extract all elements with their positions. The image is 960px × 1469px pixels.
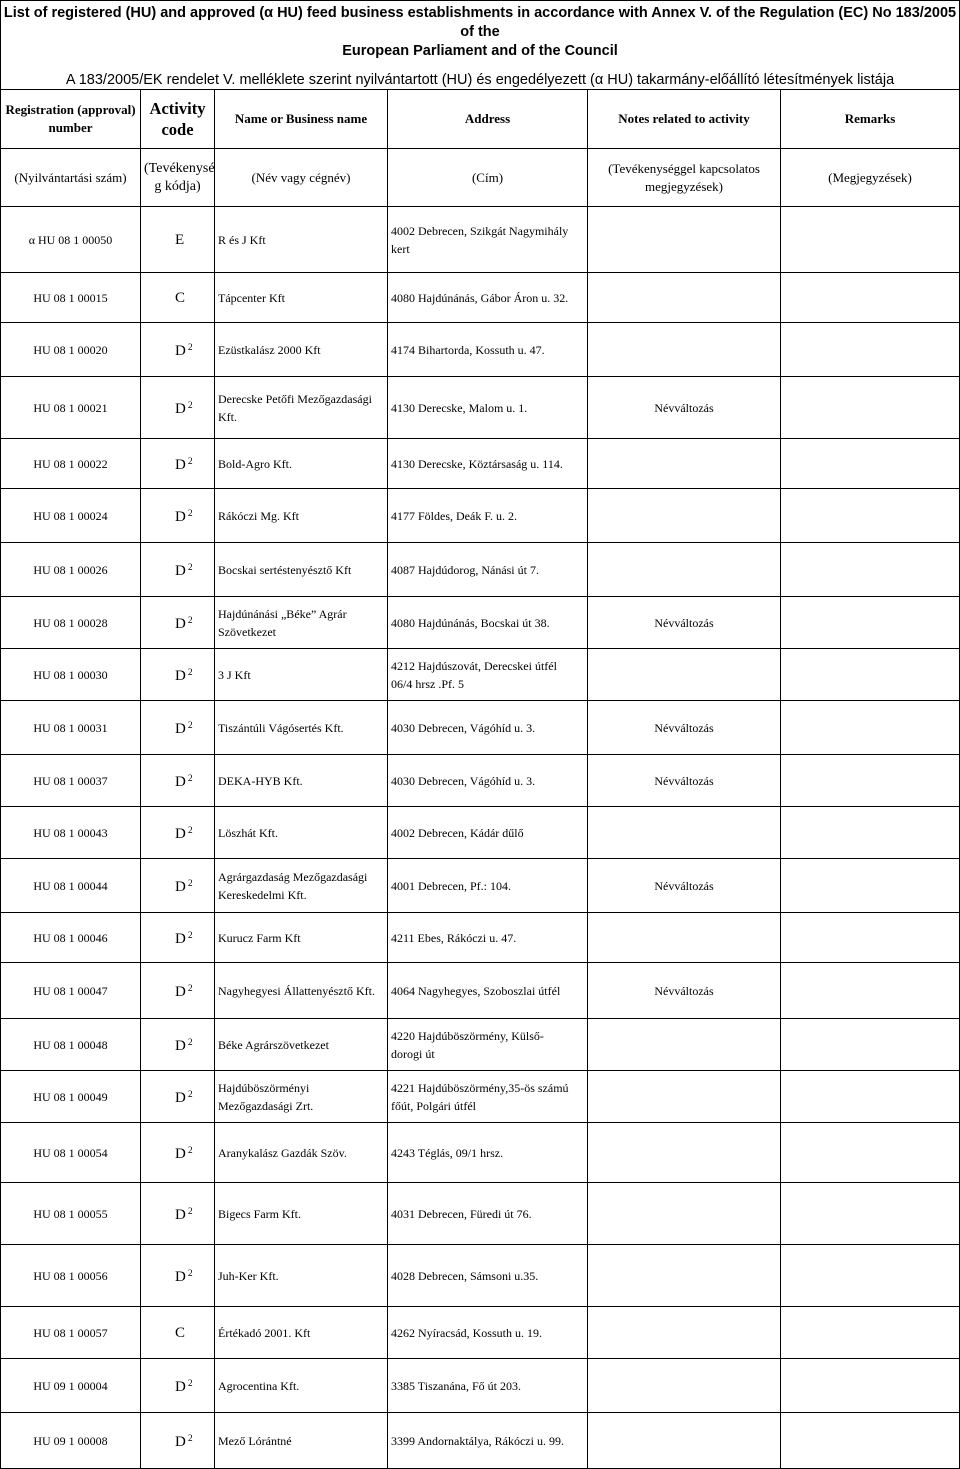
address — [388, 1413, 588, 1469]
business-name — [215, 377, 388, 439]
registration-number: HU 08 1 00031 — [1, 701, 141, 755]
registration-number: HU 08 1 00024 — [1, 489, 141, 543]
remarks — [781, 1413, 960, 1469]
table-row — [1, 1183, 960, 1245]
registration-number: HU 08 1 00056 — [1, 1245, 141, 1307]
activity-code-number: 2 — [187, 1146, 193, 1156]
business-name — [215, 543, 388, 597]
activity-code-letter: D — [175, 984, 186, 1000]
activity-notes: Névváltozás — [588, 755, 781, 807]
table-row — [1, 701, 960, 755]
activity-notes: Névváltozás — [588, 701, 781, 755]
activity-code-letter: D — [175, 774, 186, 790]
registration-number: HU 08 1 00028 — [1, 597, 141, 649]
business-name-line: Bocskai sertéstenyésztő Kft — [218, 562, 352, 577]
business-name — [215, 439, 388, 489]
table-row — [1, 207, 960, 273]
address-line: 4212 Hajdúszovát, Derecskei útfél — [391, 658, 557, 673]
business-name-line: Tiszántúli Vágósertés Kft. — [218, 720, 344, 735]
header-name-hu: (Név vagy cégnév) — [215, 149, 388, 207]
business-name-line: Ezüstkalász 2000 Kft — [218, 342, 321, 357]
registration-number: HU 08 1 00022 — [1, 439, 141, 489]
address — [388, 859, 588, 913]
business-name-line: Mező Lórántné — [218, 1433, 292, 1448]
address — [388, 807, 588, 859]
document-subtitle: A 183/2005/EK rendelet V. melléklete szerint nyilvántartott (HU) és engedélyezett (α HU) takarmány-előállító létesítmények listája — [65, 72, 895, 88]
table-row — [1, 1307, 960, 1359]
activity-code-letter: D — [175, 668, 186, 684]
remarks — [781, 543, 960, 597]
activity-code-number: 2 — [187, 1379, 193, 1389]
table-row — [1, 377, 960, 439]
address-line: 4174 Bihartorda, Kossuth u. 47. — [391, 342, 545, 357]
address-line: 4243 Téglás, 09/1 hrsz. — [391, 1145, 504, 1160]
registration-number: HU 09 1 00008 — [1, 1413, 141, 1469]
activity-notes — [588, 207, 781, 273]
header-address-hu: (Cím) — [388, 149, 588, 207]
address — [388, 1183, 588, 1245]
address-line: 4028 Debrecen, Sámsoni u.35. — [391, 1268, 539, 1283]
registration-number: HU 08 1 00047 — [1, 963, 141, 1019]
business-name — [215, 1123, 388, 1183]
business-name — [215, 755, 388, 807]
business-name-line: Hajdúböszörményi — [218, 1080, 310, 1095]
header-row-hungarian — [1, 149, 960, 207]
remarks — [781, 755, 960, 807]
business-name-line: Mezőgazdasági Zrt. — [218, 1098, 314, 1113]
header-notes: Notes related to activity — [588, 90, 781, 149]
table-row — [1, 323, 960, 377]
activity-code — [141, 273, 215, 323]
activity-notes — [588, 543, 781, 597]
address-line: 4130 Derecske, Malom u. 1. — [391, 400, 528, 415]
table-row — [1, 1359, 960, 1413]
address — [388, 207, 588, 273]
registration-number: HU 08 1 00037 — [1, 755, 141, 807]
activity-code-number: 2 — [187, 826, 193, 836]
business-name-line: Értékadó 2001. Kft — [218, 1325, 311, 1340]
activity-code-letter: D — [175, 616, 186, 632]
registration-number: HU 08 1 00015 — [1, 273, 141, 323]
business-name — [215, 207, 388, 273]
table-row — [1, 913, 960, 963]
activity-code — [141, 649, 215, 701]
remarks — [781, 273, 960, 323]
activity-code-letter: D — [175, 1146, 186, 1162]
registration-number: HU 08 1 00057 — [1, 1307, 141, 1359]
business-name-line: Agrárgazdaság Mezőgazdasági — [218, 869, 368, 884]
document-title — [1, 1, 959, 61]
activity-notes — [588, 1245, 781, 1307]
business-name — [215, 1307, 388, 1359]
activity-code-number: 2 — [187, 343, 193, 353]
remarks — [781, 807, 960, 859]
business-name-line: Kft. — [218, 409, 237, 424]
activity-notes — [588, 649, 781, 701]
business-name — [215, 1183, 388, 1245]
activity-code — [141, 1359, 215, 1413]
title-line-1: List of registered (HU) and approved (α HU) feed business establishments in accordance with Annex V. of the Regulation (EC) No 183/2005 of the — [3, 5, 957, 40]
activity-code-number: 2 — [187, 401, 193, 411]
activity-notes — [588, 1307, 781, 1359]
address-line: 3385 Tiszanána, Fő út 203. — [391, 1378, 522, 1393]
address-line: 4031 Debrecen, Füredi út 76. — [391, 1206, 532, 1221]
registration-number: HU 08 1 00026 — [1, 543, 141, 597]
activity-code — [141, 543, 215, 597]
business-name-line: Rákóczi Mg. Kft — [218, 508, 299, 523]
business-name-line: DEKA-HYB Kft. — [218, 773, 303, 788]
title-line-2: European Parliament and of the Council — [342, 43, 618, 59]
address-line: főút, Polgári útfél — [391, 1098, 476, 1113]
remarks — [781, 963, 960, 1019]
registration-number: HU 08 1 00020 — [1, 323, 141, 377]
activity-notes — [588, 1123, 781, 1183]
address — [388, 701, 588, 755]
business-name-line: Hajdúnánási „Béke” Agrár — [218, 606, 347, 621]
remarks — [781, 1019, 960, 1071]
address-line: 4030 Debrecen, Vágóhíd u. 3. — [391, 720, 536, 735]
activity-notes: Névváltozás — [588, 859, 781, 913]
business-name-line: Agrocentina Kft. — [218, 1378, 300, 1393]
table-row — [1, 1123, 960, 1183]
activity-code-letter: D — [175, 826, 186, 842]
activity-code — [141, 323, 215, 377]
registration-number: HU 08 1 00048 — [1, 1019, 141, 1071]
header-notes-hu: (Tevékenységgel kapcsolatos megjegyzések) — [588, 149, 781, 207]
address — [388, 649, 588, 701]
activity-code — [141, 963, 215, 1019]
activity-code-letter: D — [175, 1379, 186, 1395]
activity-code — [141, 207, 215, 273]
activity-notes — [588, 1183, 781, 1245]
activity-code-letter: D — [175, 931, 186, 947]
activity-code-letter: D — [175, 457, 186, 473]
activity-code-number: 2 — [187, 563, 193, 573]
activity-code — [141, 807, 215, 859]
business-name — [215, 1019, 388, 1071]
business-name — [215, 489, 388, 543]
activity-code — [141, 1019, 215, 1071]
activity-notes — [588, 439, 781, 489]
activity-notes — [588, 1413, 781, 1469]
address — [388, 755, 588, 807]
activity-notes — [588, 323, 781, 377]
header-name: Name or Business name — [215, 90, 388, 149]
activity-code-letter: D — [175, 509, 186, 525]
business-name — [215, 1071, 388, 1123]
remarks — [781, 701, 960, 755]
activity-code — [141, 1413, 215, 1469]
table-row — [1, 807, 960, 859]
header-address: Address — [388, 90, 588, 149]
address — [388, 1245, 588, 1307]
business-name-line: Bold-Agro Kft. — [218, 456, 292, 471]
activity-code-number: 2 — [187, 616, 193, 626]
remarks — [781, 1123, 960, 1183]
business-name-line: Szövetkezet — [218, 624, 276, 639]
activity-notes: Névváltozás — [588, 597, 781, 649]
activity-code-letter: D — [175, 1090, 186, 1106]
business-name-line: Bigecs Farm Kft. — [218, 1206, 301, 1221]
business-name-line: Nagyhegyesi Állattenyésztő Kft. — [218, 983, 375, 998]
activity-code — [141, 1183, 215, 1245]
header-registration-number: Registration (approval) number — [1, 90, 141, 149]
table-row — [1, 1071, 960, 1123]
activity-code-letter: D — [175, 879, 186, 895]
table-row — [1, 859, 960, 913]
address-line: 4080 Hajdúnánás, Gábor Áron u. 32. — [391, 290, 569, 305]
address — [388, 323, 588, 377]
business-name-line: 3 J Kft — [218, 667, 251, 682]
activity-code-letter: D — [175, 563, 186, 579]
remarks — [781, 489, 960, 543]
registration-number: HU 08 1 00054 — [1, 1123, 141, 1183]
address-line: 4262 Nyíracsád, Kossuth u. 19. — [391, 1325, 542, 1340]
table-row — [1, 1245, 960, 1307]
table-row — [1, 1019, 960, 1071]
table-row — [1, 1413, 960, 1469]
address-line: 4220 Hajdúböszörmény, Külső- — [391, 1028, 544, 1043]
business-name-line: Aranykalász Gazdák Szöv. — [218, 1145, 347, 1160]
business-name — [215, 1245, 388, 1307]
remarks — [781, 439, 960, 489]
table-row — [1, 597, 960, 649]
address — [388, 543, 588, 597]
activity-code — [141, 755, 215, 807]
address — [388, 1071, 588, 1123]
activity-code — [141, 1071, 215, 1123]
business-name — [215, 859, 388, 913]
address-line: 4080 Hajdúnánás, Bocskai út 38. — [391, 615, 550, 630]
business-name — [215, 273, 388, 323]
address — [388, 1307, 588, 1359]
address — [388, 273, 588, 323]
remarks — [781, 1071, 960, 1123]
header-activity-code: Activity code — [141, 90, 215, 149]
address — [388, 963, 588, 1019]
registration-number: HU 08 1 00055 — [1, 1183, 141, 1245]
business-name-line: Löszhát Kft. — [218, 825, 278, 840]
activity-notes — [588, 1019, 781, 1071]
registration-number: HU 08 1 00044 — [1, 859, 141, 913]
activity-code-number: 2 — [187, 1207, 193, 1217]
activity-code — [141, 439, 215, 489]
address-line: 4221 Hajdúböszörmény,35-ös számú — [391, 1080, 569, 1095]
activity-notes — [588, 489, 781, 543]
registration-number: α HU 08 1 00050 — [1, 207, 141, 273]
address — [388, 1019, 588, 1071]
activity-code-letter: D — [175, 343, 186, 359]
remarks — [781, 859, 960, 913]
address — [388, 439, 588, 489]
activity-code-letter: D — [175, 1038, 186, 1054]
activity-code-number: 2 — [187, 1090, 193, 1100]
address-line: 3399 Andornaktálya, Rákóczi u. 99. — [391, 1433, 564, 1448]
remarks — [781, 1183, 960, 1245]
business-name-line: Kurucz Farm Kft — [218, 930, 301, 945]
activity-notes — [588, 913, 781, 963]
address-line: 4001 Debrecen, Pf.: 104. — [391, 878, 511, 893]
address-line: 4130 Derecske, Köztársaság u. 114. — [391, 456, 563, 471]
activity-code-number: 2 — [187, 1038, 193, 1048]
business-name-line: Kereskedelmi Kft. — [218, 887, 307, 902]
address — [388, 489, 588, 543]
address-line: 4177 Földes, Deák F. u. 2. — [391, 508, 518, 523]
activity-notes — [588, 1071, 781, 1123]
activity-code-number: 2 — [187, 457, 193, 467]
activity-code-letter: D — [175, 401, 186, 417]
activity-notes — [588, 1359, 781, 1413]
activity-code-letter: C — [175, 1324, 186, 1341]
table-row — [1, 963, 960, 1019]
activity-notes: Névváltozás — [588, 963, 781, 1019]
registration-number: HU 08 1 00021 — [1, 377, 141, 439]
registration-number: HU 08 1 00043 — [1, 807, 141, 859]
table-row — [1, 489, 960, 543]
business-name-line: Tápcenter Kft — [218, 290, 285, 305]
activity-code-number: 2 — [187, 1434, 193, 1444]
activity-code — [141, 1245, 215, 1307]
header-registration-number-hu: (Nyilvántartási szám) — [1, 149, 141, 207]
remarks — [781, 323, 960, 377]
activity-code-letter: D — [175, 721, 186, 737]
activity-code-number: 2 — [187, 509, 193, 519]
activity-code-letter: C — [175, 289, 186, 306]
business-name-line: Béke Agrárszövetkezet — [218, 1037, 329, 1052]
activity-code-letter: E — [175, 231, 185, 248]
address-line: dorogi út — [391, 1046, 435, 1061]
activity-code-number: 2 — [187, 1269, 193, 1279]
activity-notes — [588, 273, 781, 323]
table-row — [1, 273, 960, 323]
business-name-line: Juh-Ker Kft. — [218, 1268, 279, 1283]
address — [388, 377, 588, 439]
table-row — [1, 755, 960, 807]
activity-code-number: 2 — [187, 668, 193, 678]
activity-code — [141, 377, 215, 439]
document-title-cell — [1, 1, 960, 90]
header-remarks: Remarks — [781, 90, 960, 149]
header-row-english — [1, 90, 960, 149]
business-name-line: R és J Kft — [218, 232, 266, 247]
address — [388, 1359, 588, 1413]
address — [388, 1123, 588, 1183]
table-row — [1, 649, 960, 701]
address-line: 4030 Debrecen, Vágóhíd u. 3. — [391, 773, 536, 788]
business-name — [215, 807, 388, 859]
activity-code — [141, 489, 215, 543]
address-line: 4002 Debrecen, Szikgát Nagymihály — [391, 223, 569, 238]
activity-code-letter: D — [175, 1269, 186, 1285]
activity-code — [141, 1123, 215, 1183]
header-activity-code-hu: (Tevékenysé g kódja) — [141, 149, 215, 207]
activity-code-number: 2 — [187, 774, 193, 784]
activity-code — [141, 913, 215, 963]
registration-number: HU 09 1 00004 — [1, 1359, 141, 1413]
activity-code — [141, 859, 215, 913]
table-row — [1, 543, 960, 597]
remarks — [781, 913, 960, 963]
remarks — [781, 649, 960, 701]
business-name — [215, 963, 388, 1019]
activity-notes — [588, 807, 781, 859]
activity-code-letter: D — [175, 1207, 186, 1223]
activity-code-number: 2 — [187, 931, 193, 941]
business-name — [215, 597, 388, 649]
remarks — [781, 597, 960, 649]
remarks — [781, 1359, 960, 1413]
address-line: 4002 Debrecen, Kádár dűlő — [391, 825, 524, 840]
address-line: 4064 Nagyhegyes, Szoboszlai útfél — [391, 983, 561, 998]
business-name — [215, 649, 388, 701]
activity-code-letter: D — [175, 1434, 186, 1450]
registration-number: HU 08 1 00030 — [1, 649, 141, 701]
activity-code — [141, 1307, 215, 1359]
address-line: 06/4 hrsz .Pf. 5 — [391, 676, 464, 691]
activity-code-number: 2 — [187, 984, 193, 994]
activity-code — [141, 597, 215, 649]
business-name-line: Derecske Petőfi Mezőgazdasági — [218, 391, 372, 406]
remarks — [781, 377, 960, 439]
address-line: kert — [391, 241, 410, 256]
address-line: 4087 Hajdúdorog, Nánási út 7. — [391, 562, 539, 577]
activity-code-number: 2 — [187, 879, 193, 889]
activity-code-number: 2 — [187, 721, 193, 731]
activity-code — [141, 701, 215, 755]
business-name — [215, 1413, 388, 1469]
business-name — [215, 1359, 388, 1413]
activity-notes: Névváltozás — [588, 377, 781, 439]
registration-number: HU 08 1 00049 — [1, 1071, 141, 1123]
remarks — [781, 1245, 960, 1307]
address — [388, 597, 588, 649]
registration-number: HU 08 1 00046 — [1, 913, 141, 963]
address — [388, 913, 588, 963]
business-name — [215, 701, 388, 755]
business-name — [215, 913, 388, 963]
table-row — [1, 439, 960, 489]
header-remarks-hu: (Megjegyzések) — [781, 149, 960, 207]
business-name — [215, 323, 388, 377]
remarks — [781, 1307, 960, 1359]
address-line: 4211 Ebes, Rákóczi u. 47. — [391, 930, 517, 945]
remarks — [781, 207, 960, 273]
